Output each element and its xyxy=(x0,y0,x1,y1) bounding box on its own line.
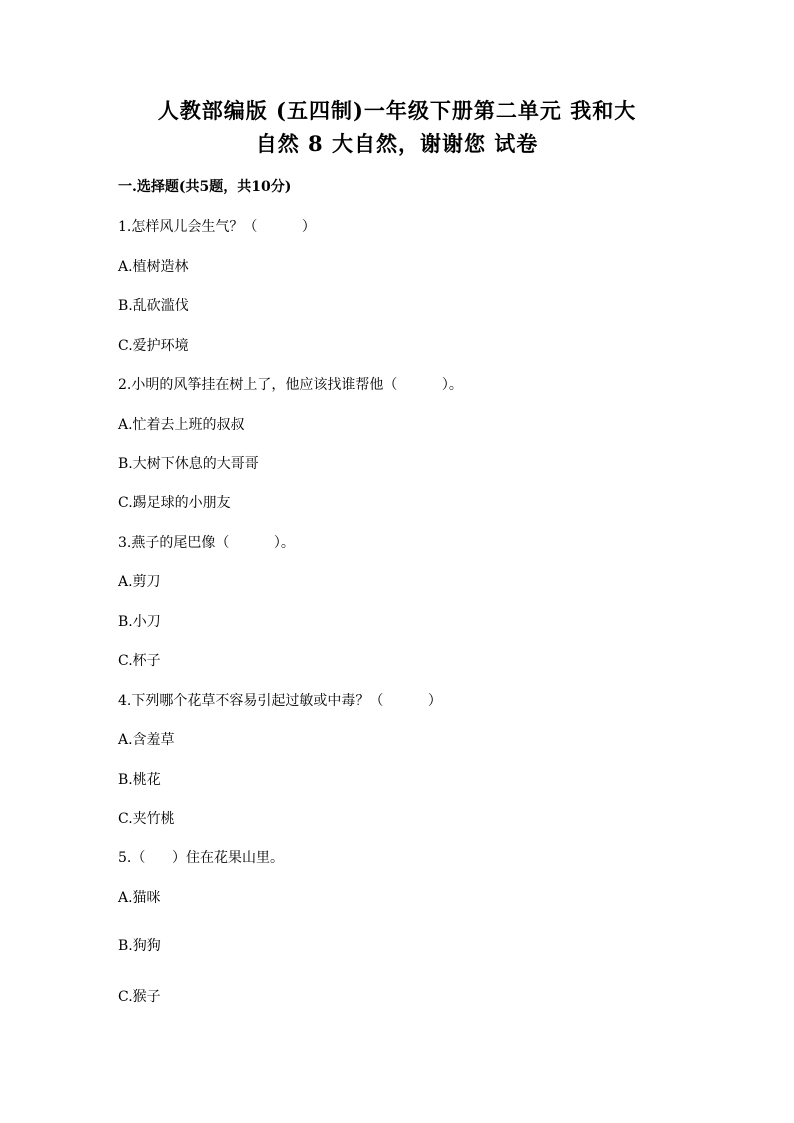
question-3-option-a: A.剪刀 xyxy=(118,574,161,590)
question-1-option-b: B.乱砍滥伐 xyxy=(118,298,189,314)
document-title-line-1: 人教部编版 (五四制)一年级下册第二单元 我和大 xyxy=(157,98,637,123)
question-4-option-a: A.含羞草 xyxy=(118,732,175,748)
question-4-option-c: C.夹竹桃 xyxy=(118,811,175,827)
question-4-option-b: B.桃花 xyxy=(118,772,161,788)
question-4-stem: 4.下列哪个花草不容易引起过敏或中毒？（ ） xyxy=(118,693,442,709)
document-title-line-2: 自然 8 大自然，谢谢您 试卷 xyxy=(255,131,539,156)
question-2-option-a: A.忙着去上班的叔叔 xyxy=(118,417,245,433)
section-heading-multiple-choice: 一.选择题(共5题，共10分) xyxy=(118,179,292,195)
question-1-stem: 1.怎样风儿会生气？（ ） xyxy=(118,219,316,235)
question-1-option-c: C.爱护环境 xyxy=(118,338,189,354)
question-5-stem: 5.（ ）住在花果山里。 xyxy=(118,850,285,866)
question-5-option-c: C.猴子 xyxy=(118,989,161,1005)
question-2-option-c: C.踢足球的小朋友 xyxy=(118,495,231,511)
question-5-option-a: A.猫咪 xyxy=(118,890,161,906)
question-2-stem: 2.小明的风筝挂在树上了，他应该找谁帮他（ ）。 xyxy=(118,377,463,393)
question-3-option-c: C.杯子 xyxy=(118,653,161,669)
question-5-option-b: B.狗狗 xyxy=(118,938,161,954)
question-3-stem: 3.燕子的尾巴像（ ）。 xyxy=(118,535,295,551)
question-3-option-b: B.小刀 xyxy=(118,614,161,630)
question-1-option-a: A.植树造林 xyxy=(118,259,189,275)
question-2-option-b: B.大树下休息的大哥哥 xyxy=(118,456,259,472)
